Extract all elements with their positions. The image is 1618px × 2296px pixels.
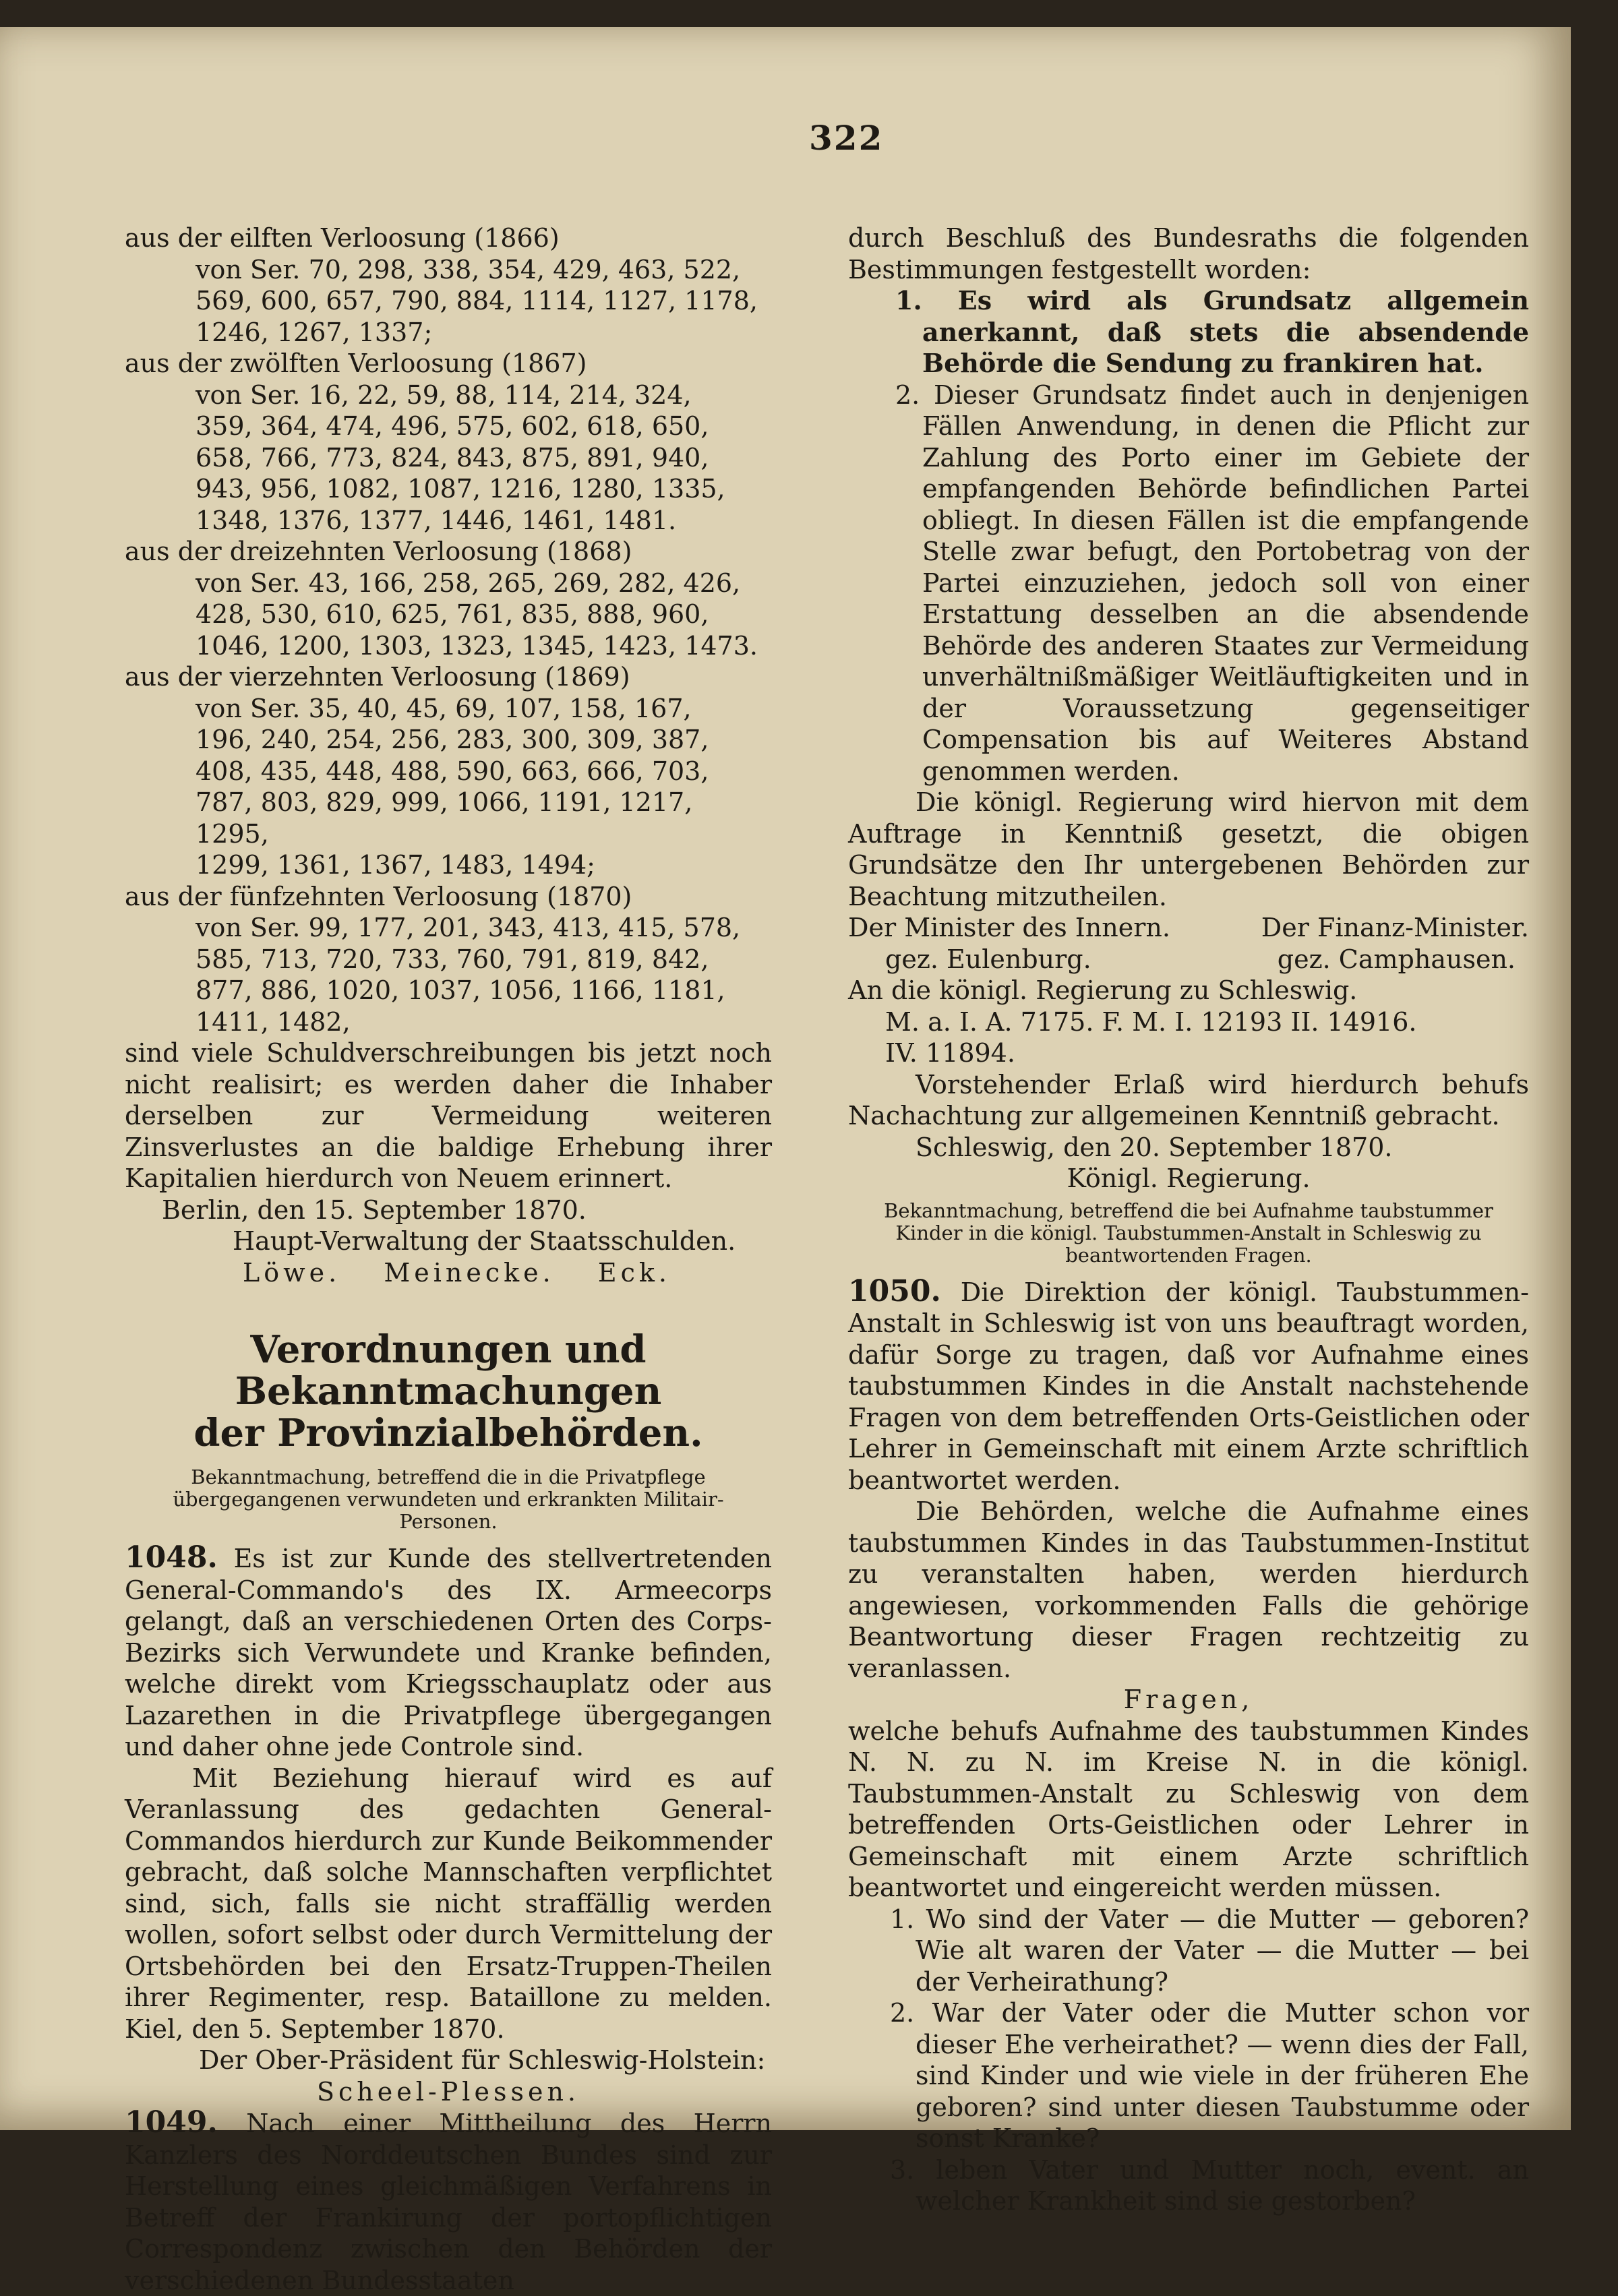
question-1: 1. Wo sind der Vater — die Mutter — geboren? Wie alt waren der Vater — die Mutter — bei der Verheirathung? [890,1904,1529,1997]
minister-names: gez. Eulenburg. gez. Camphausen. [885,944,1516,974]
series-line: von Ser. 99, 177, 201, 343, 413, 415, 578, [196,913,741,942]
forward-paragraph: Vorstehender Erlaß wird hierdurch behufs Nachachtung zur allgemeinen Kenntniß gebracht. [848,1069,1529,1130]
lottery-11-heading: aus der eilften Verloosung (1866) [125,223,560,253]
signature: Eck. [597,1257,671,1288]
series-line: 658, 766, 773, 824, 843, 875, 891, 940, [196,442,709,473]
paragraph-1050: 1050. Die Direktion der königl. Taubstummen-Anstalt in Schleswig ist von uns beauftragt worden, dafür Sorge zu tragen, daß vor Aufnahme eines taubstummen Kindes in die Anstalt nachstehende Fragen von dem betreffenden Orts-Geistlichen oder Lehrer in Gemeinschaft mit einem Arzte schriftlich beantwortet werden. [848,1273,1529,1495]
series-line: von Ser. 70, 298, 338, 354, 429, 463, 522, [196,254,741,284]
series-line: 1246, 1267, 1337; [196,317,433,347]
caption-1048: Bekanntmachung, betreffend die in die Privatpflege übergegangenen verwundeten und erkrankten Militair-Personen. [173,1466,724,1533]
series-line: 569, 600, 657, 790, 884, 1114, 1127, 1178, [196,286,758,315]
lottery-11-list [125,254,772,349]
questions-intro: welche behufs Aufnahme des taubstummen Kindes N. N. zu N. im Kreise N. in die königl. Taubstummen-Anstalt zu Schleswig von dem betreffenden Orts-Geistlichen oder Lehrer in Gemeinschaft mit einem Arzte schriftlich beantwortet und eingereicht werden müssen. [848,1716,1529,1902]
signature: Löwe. [243,1257,341,1288]
series-line: 585, 713, 720, 733, 760, 791, 819, 842, [196,944,709,974]
series-line: von Ser. 43, 166, 258, 265, 269, 282, 426, [196,568,741,598]
lottery-13-heading: aus der dreizehnten Verloosung (1868) [125,537,632,566]
paragraph-1050-cont: Die Behörden, welche die Aufnahme eines taubstummen Kindes in das Taubstummen-Institut zu veranstalten haben, werden hierdurch angewiesen, vorkommenden Falls die gehörige Beantwortung dieser Fragen rechtzeitig zu veranlassen. [848,1497,1529,1683]
item-number: 1050. [848,1273,941,1308]
page-number: 322 [809,118,884,158]
series-line: 1299, 1361, 1367, 1483, 1494; [196,850,595,880]
authority-line: Haupt-Verwaltung der Staatsschulden. [233,1226,736,1256]
signature-row [125,1257,772,1289]
series-line: von Ser. 35, 40, 45, 69, 107, 158, 167, [196,693,692,723]
paragraph-1048: 1048. Es ist zur Kunde des stellvertretenden General-Commando's des IX. Armeecorps gelangt, daß an verschiedenen Orten des Corps-Bezirks sich Verwundete und Kranke befinden, welche direkt vom Kriegsschauplatz oder aus Lazarethen in die Privatpflege übergegangen und daher ohne jede Controle sind. [125,1540,772,1761]
series-line: 428, 530, 610, 625, 761, 835, 888, 960, [196,599,709,629]
date-line: Berlin, den 15. September 1870. [162,1195,587,1225]
minister-titles: Der Minister des Innern. Der Finanz-Minister. [848,913,1529,942]
series-line: 1348, 1376, 1377, 1446, 1461, 1481. [196,505,677,535]
right-column [848,222,1529,2217]
series-line: 943, 956, 1082, 1087, 1216, 1280, 1335, [196,474,725,504]
series-line: 1411, 1482, [196,1006,351,1037]
left-column [125,222,772,2296]
questions-title: Fragen, [1123,1685,1254,1714]
forward-date: Schleswig, den 20. September 1870. [916,1132,1393,1162]
paragraph-1049: 1049. Nach einer Mittheilung des Herrn Kanzlers des Norddeutschen Bundes sind zur Herstellung eines gleichmäßigen Verfahrens in Betreff der Frankirung der portopflichtigen Correspondenz zwischen den Behörden der verschiedenen Bundesstaaten [125,2105,772,2295]
caption-1050: Bekanntmachung, betreffend die bei Aufnahme taubstummer Kinder in die königl. Taubstummen-Anstalt in Schleswig zu beantwortenden Fragen. [884,1199,1493,1267]
item-number: 1049. [125,2105,218,2140]
paragraph-1048-cont: Mit Beziehung hierauf wird es auf Veranlassung des gedachten General-Commandos hierdurch zur Kunde Beikommender gebracht, daß solche Mannschaften verpflichtet sind, sich, falls sie nicht straffällig werden wollen, sofort selbst oder durch Vermittelung der Ortsbehörden bei den Ersatz-Truppen-Theilen ihrer Regimenter, resp. Bataillone zu melden. Kiel, den 5. September 1870. [125,1763,772,2044]
notice-paragraph: Die königl. Regierung wird hiervon mit dem Auftrage in Kenntniß gesetzt, die obigen Grundsätze den Ihr untergebenen Behörden zur Beachtung mitzutheilen. [848,787,1529,911]
lottery-14-heading: aus der vierzehnten Verloosung (1869) [125,662,630,692]
lottery-12-list [125,380,772,537]
forward-signature: Königl. Regierung. [1067,1164,1311,1193]
series-line: 1046, 1200, 1303, 1323, 1345, 1423, 1473. [196,630,758,661]
lottery-15-heading: aus der fünfzehnten Verloosung (1870) [125,881,632,911]
lottery-13-list [125,568,772,662]
signature: Meinecke. [384,1257,555,1288]
section-heading: Verordnungen und Bekanntmachungen der Provinzialbehörden. [193,1327,703,1455]
series-line: 196, 240, 254, 256, 283, 300, 309, 387, [196,725,709,754]
lottery-12-heading: aus der zwölften Verloosung (1867) [125,349,587,378]
reference-line: IV. 11894. [885,1038,1015,1068]
item-number: 1048. [125,1540,218,1575]
series-line: 359, 364, 474, 496, 575, 602, 618, 650, [196,411,709,441]
closing-paragraph: sind viele Schuldverschreibungen bis jetzt noch nicht realisirt; es werden daher die Inhaber derselben zur Vermeidung weiteren Zinsverlustes an die baldige Erhebung ihrer Kapitalien hierdurch von Neuem erinnert. [125,1038,772,1193]
signer-title: Der Ober-Präsident für Schleswig-Holstein: [199,2045,766,2075]
lottery-14-list [125,693,772,881]
reference-line: M. a. I. A. 7175. F. M. I. 12193 II. 14916. [885,1006,1417,1037]
question-3: 3. leben Vater und Mutter noch, event. an welcher Krankheit sind sie gestorben? [890,2154,1529,2216]
rule-item-1: 1. Es wird als Grundsatz allgemein anerkannt, daß stets die absendende Behörde die Sendung zu frankiren hat. [895,285,1529,378]
lottery-15-list [125,912,772,1037]
series-line: von Ser. 16, 22, 59, 88, 114, 214, 324, [196,380,692,410]
series-line: 877, 886, 1020, 1037, 1056, 1166, 1181, [196,975,725,1005]
series-line: 787, 803, 829, 999, 1066, 1191, 1217, 1295, [196,787,693,849]
rule-item-2: 2. Dieser Grundsatz findet auch in denjenigen Fällen Anwendung, in denen die Pflicht zur Zahlung des Porto einer im Gebiete der empfangenden Behörde befindlichen Partei obliegt. In diesen Fällen ist die empfangende Stelle zwar befugt, den Portobetrag von der Partei einzuziehen, jedoch soll von einer Erstattung desselben an die absendende Behörde des anderen Staates zur Vermeidung unverhältnißmäßiger Weitläuftigkeiten und in der Voraussetzung gegenseitiger Compensation bis auf Weiteres Abstand genommen werden. [895,380,1529,786]
addressee: An die königl. Regierung zu Schleswig. [848,975,1358,1005]
signer-name: Scheel-Plessen. [316,2076,580,2107]
paragraph-1049-cont: durch Beschluß des Bundesraths die folgenden Bestimmungen festgestellt worden: [848,223,1529,284]
series-line: 408, 435, 448, 488, 590, 663, 666, 703, [196,756,709,786]
document-page [0,27,1571,2295]
question-2: 2. War der Vater oder die Mutter schon vor dieser Ehe verheirathet? — wenn dies der Fall, sind Kinder und wie viele in der früheren Ehe geboren? sind unter diesen Taubstumme oder sonst Kranke? [890,1998,1529,2153]
